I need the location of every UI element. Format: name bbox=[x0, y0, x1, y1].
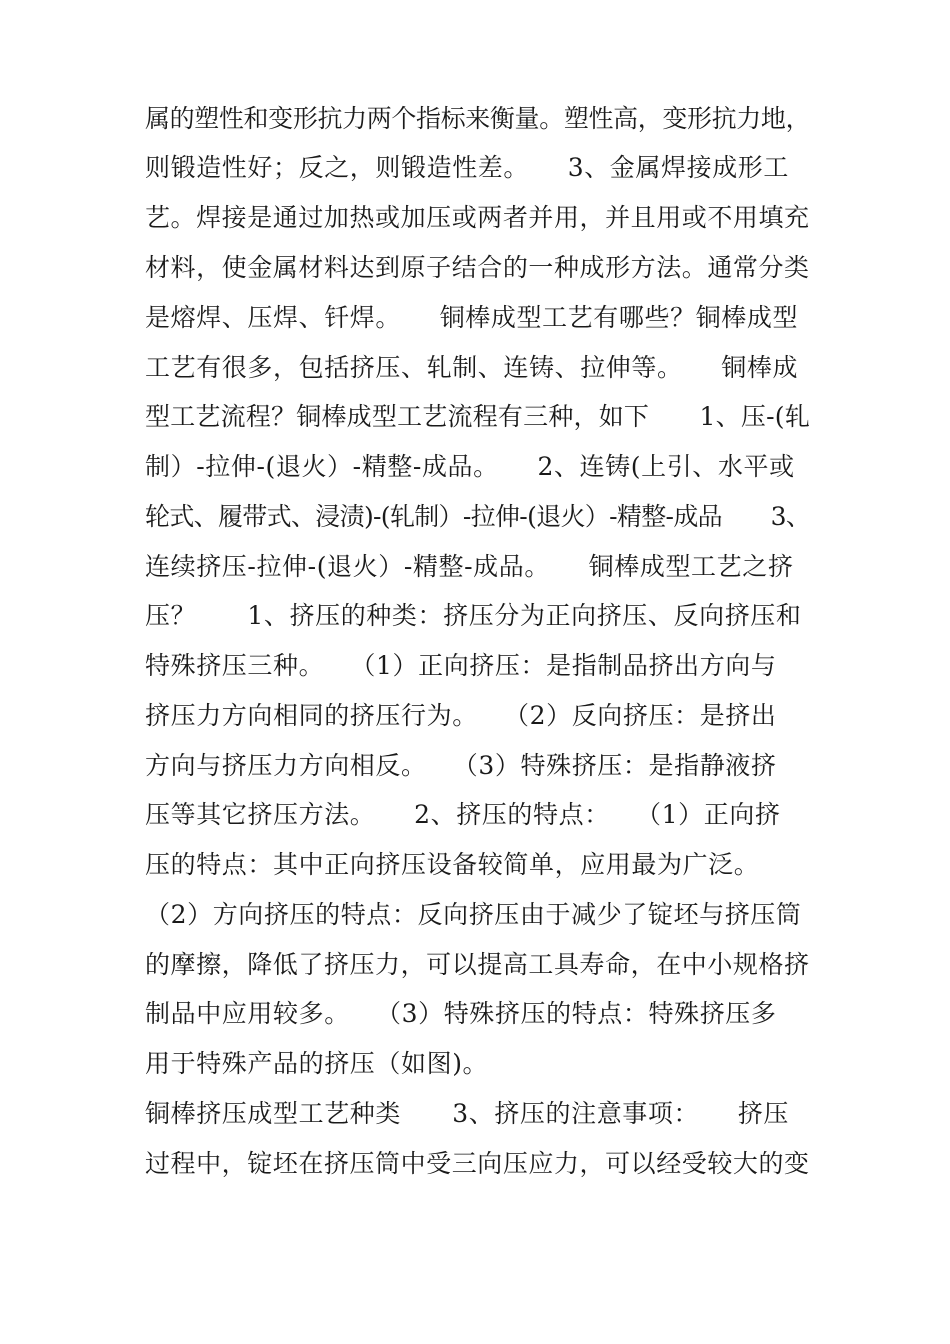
text-line: （2）方向挤压的特点：反向挤压由于减少了锭坯与挤压筒 bbox=[145, 900, 802, 929]
text-line: 艺。焊接是通过加热或加压或两者并用，并且用或不用填充 bbox=[145, 203, 810, 232]
text-line: 铜棒挤压成型工艺种类 3、挤压的注意事项： 挤压 bbox=[145, 1099, 790, 1128]
text-line: 是熔焊、压焊、钎焊。 铜棒成型工艺有哪些？铜棒成型 bbox=[145, 303, 799, 332]
text-line: 压？ 1、挤压的种类：挤压分为正向挤压、反向挤压和 bbox=[145, 601, 802, 630]
text-line: 过程中，锭坯在挤压筒中受三向压应力，可以经受较大的变 bbox=[145, 1149, 810, 1178]
text-line: 则锻造性好；反之，则锻造性差。 3、金属焊接成形工 bbox=[145, 153, 790, 182]
text-line: 挤压力方向相同的挤压行为。 （2）反向挤压：是挤出 bbox=[145, 701, 777, 730]
text-line: 方向与挤压力方向相反。 （3）特殊挤压：是指静液挤 bbox=[145, 751, 777, 780]
text-line: 压的特点：其中正向挤压设备较简单，应用最为广泛。 bbox=[145, 850, 760, 879]
text-line: 的摩擦，降低了挤压力，可以提高工具寿命，在中小规格挤 bbox=[145, 950, 810, 979]
text-line: 属的塑性和变形抗力两个指标来衡量。塑性高，变形抗力地， bbox=[145, 104, 811, 133]
text-line: 制）-拉伸-(退火）-精整-成品。 2、连铸(上引、水平或 bbox=[145, 452, 795, 481]
text-line: 压等其它挤压方法。 2、挤压的特点： （1）正向挤 bbox=[145, 800, 781, 829]
text-line: 制品中应用较多。 （3）特殊挤压的特点：特殊挤压多 bbox=[145, 999, 777, 1028]
text-line: 材料，使金属材料达到原子结合的一种成形方法。通常分类 bbox=[145, 253, 810, 282]
text-line: 特殊挤压三种。 （1）正向挤压：是指制品挤出方向与 bbox=[145, 651, 777, 680]
text-line: 用于特殊产品的挤压（如图)。 bbox=[145, 1049, 489, 1078]
text-line: 轮式、履带式、浸渍)-(轧制）-拉伸-(退火）-精整-成品 3、 bbox=[145, 502, 811, 531]
text-line: 连续挤压-拉伸-(退火）-精整-成品。 铜棒成型工艺之挤 bbox=[145, 552, 794, 581]
text-line: 型工艺流程？铜棒成型工艺流程有三种，如下 1、压-(轧 bbox=[145, 402, 810, 431]
text-line: 工艺有很多，包括挤压、轧制、连铸、拉伸等。 铜棒成 bbox=[145, 353, 799, 382]
